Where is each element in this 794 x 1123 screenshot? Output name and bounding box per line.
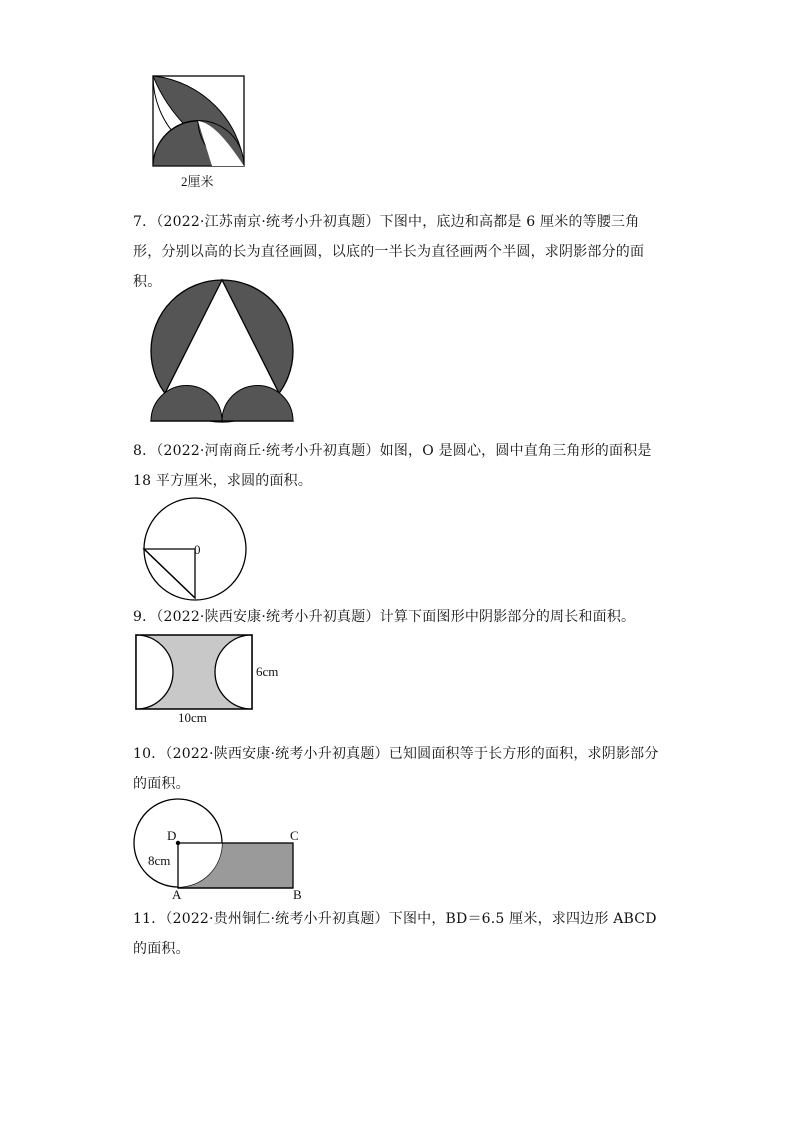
- figure-10-label-d: D: [167, 828, 177, 843]
- figure-10-circle-rectangle: [134, 799, 294, 889]
- figure-10-label-b: B: [293, 887, 302, 902]
- figure-6-label: 2厘米: [181, 174, 214, 189]
- figure-7-triangle-circle: [148, 279, 298, 422]
- figure-10-label-a: A: [172, 887, 182, 902]
- question-10: 10．（2022·陕西安康·统考小升初真题）已知圆面积等于长方形的面积，求阴影部分的面积。: [133, 746, 659, 792]
- question-8: 8．（2022·河南商丘·统考小升初真题）如图，O 是圆心，圆中直角三角形的面积是 18 平方厘米，求圆的面积。: [133, 443, 652, 489]
- figure-10-radius-label: 8cm: [148, 853, 171, 868]
- question-9: 9．（2022·陕西安康·统考小升初真题）计算下面图形中阴影部分的周长和面积。: [133, 609, 636, 625]
- figure-8-center-label: 0: [194, 542, 201, 557]
- question-11: 11．（2022·贵州铜仁·统考小升初真题）下图中，BD＝6.5 厘米，求四边形 ABCD 的面积。: [133, 911, 657, 957]
- figure-9-width-label: 10cm: [178, 710, 207, 725]
- figure-9-height-label: 6cm: [256, 664, 279, 679]
- figure-10-label-c: C: [290, 828, 299, 843]
- figure-9-rectangle-semicircles: [135, 634, 254, 710]
- question-7: 7．（2022·江苏南京·统考小升初真题）下图中，底边和高都是 6 厘米的等腰三角形，分别以高的长为直径画圆，以底的一半长为直径画两个半圆，求阴影部分的面积。: [133, 214, 645, 290]
- figure-6-square-arcs: [152, 75, 246, 167]
